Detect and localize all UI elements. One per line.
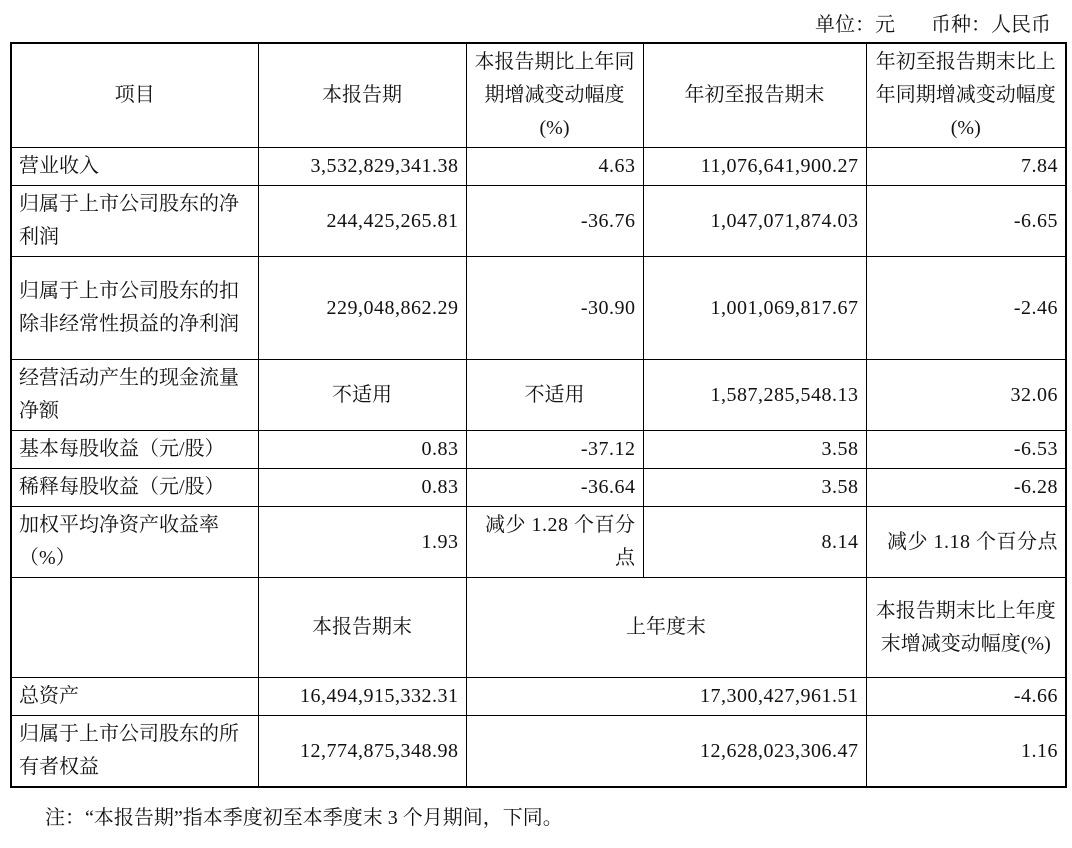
cell-current-period: 不适用	[258, 360, 466, 431]
cell-current-period: 0.83	[258, 469, 466, 507]
cell-ytd: 3.58	[643, 469, 866, 507]
cell-ytd-change: 7.84	[866, 148, 1066, 186]
header-ytd: 年初至报告期末	[643, 43, 866, 148]
row-label: 加权平均净资产收益率（%）	[11, 507, 258, 578]
cell-current-period-change: -37.12	[466, 431, 643, 469]
header-current-period: 本报告期	[258, 43, 466, 148]
row-label: 营业收入	[11, 148, 258, 186]
unit-label: 单位：元	[815, 14, 895, 36]
cell-ytd: 3.58	[643, 431, 866, 469]
cell-current-period-change: -30.90	[466, 257, 643, 360]
header-period-end: 本报告期末	[258, 578, 466, 678]
cell-current-period-change: 减少 1.28 个百分点	[466, 507, 643, 578]
cell-current-period: 244,425,265.81	[258, 186, 466, 257]
cell-current-period-change: 不适用	[466, 360, 643, 431]
cell-ytd: 8.14	[643, 507, 866, 578]
cell-period-end: 16,494,915,332.31	[258, 678, 466, 716]
cell-prev-year-end: 12,628,023,306.47	[466, 716, 866, 788]
header-ytd-change: 年初至报告期末比上年同期增减变动幅度(%)	[866, 43, 1066, 148]
header-prev-year-end: 上年度末	[466, 578, 866, 678]
row-shareholders-equity	[11, 716, 1066, 788]
row-operating-cash-flow	[11, 360, 1066, 431]
unit-currency-line	[10, 10, 1065, 40]
cell-current-period: 0.83	[258, 431, 466, 469]
cell-ytd-change: -6.53	[866, 431, 1066, 469]
header-item: 项目	[11, 43, 258, 148]
cell-current-period: 3,532,829,341.38	[258, 148, 466, 186]
financial-report-page	[0, 10, 1072, 848]
row-label: 总资产	[11, 678, 258, 716]
cell-current-period: 229,048,862.29	[258, 257, 466, 360]
cell-ytd-change: -6.65	[866, 186, 1066, 257]
currency-label: 币种：人民币	[931, 14, 1051, 36]
table1-header-row	[11, 43, 1066, 148]
cell-ytd: 1,001,069,817.67	[643, 257, 866, 360]
cell-prev-year-end: 17,300,427,961.51	[466, 678, 866, 716]
cell-ytd-change: 32.06	[866, 360, 1066, 431]
cell-ytd-change: -2.46	[866, 257, 1066, 360]
header-current-period-change: 本报告期比上年同期增减变动幅度(%)	[466, 43, 643, 148]
cell-period-end: 12,774,875,348.98	[258, 716, 466, 788]
cell-current-period: 1.93	[258, 507, 466, 578]
row-net-profit-excl-nonrecurring	[11, 257, 1066, 360]
cell-ytd: 1,587,285,548.13	[643, 360, 866, 431]
row-label: 经营活动产生的现金流量净额	[11, 360, 258, 431]
row-label: 归属于上市公司股东的所有者权益	[11, 716, 258, 788]
row-label: 稀释每股收益（元/股）	[11, 469, 258, 507]
row-basic-eps	[11, 431, 1066, 469]
cell-current-period-change: 4.63	[466, 148, 643, 186]
row-diluted-eps	[11, 469, 1066, 507]
empty-header-cell	[11, 578, 258, 678]
cell-ytd: 11,076,641,900.27	[643, 148, 866, 186]
row-net-profit	[11, 186, 1066, 257]
table2-header-row	[11, 578, 1066, 678]
cell-ytd: 1,047,071,874.03	[643, 186, 866, 257]
footnote: 注：“本报告期”指本季度初至本季度末 3 个月期间，下同。	[45, 807, 563, 829]
header-period-end-change: 本报告期末比上年度末增减变动幅度(%)	[866, 578, 1066, 678]
row-label: 归属于上市公司股东的扣除非经常性损益的净利润	[11, 257, 258, 360]
row-revenue	[11, 148, 1066, 186]
cell-period-end-change: 1.16	[866, 716, 1066, 788]
cell-ytd-change: 减少 1.18 个百分点	[866, 507, 1066, 578]
row-weighted-avg-roe	[11, 507, 1066, 578]
row-label: 基本每股收益（元/股）	[11, 431, 258, 469]
cell-period-end-change: -4.66	[866, 678, 1066, 716]
financial-summary-table	[10, 42, 1067, 788]
cell-ytd-change: -6.28	[866, 469, 1066, 507]
row-label: 归属于上市公司股东的净利润	[11, 186, 258, 257]
cell-current-period-change: -36.64	[466, 469, 643, 507]
cell-current-period-change: -36.76	[466, 186, 643, 257]
row-total-assets	[11, 678, 1066, 716]
